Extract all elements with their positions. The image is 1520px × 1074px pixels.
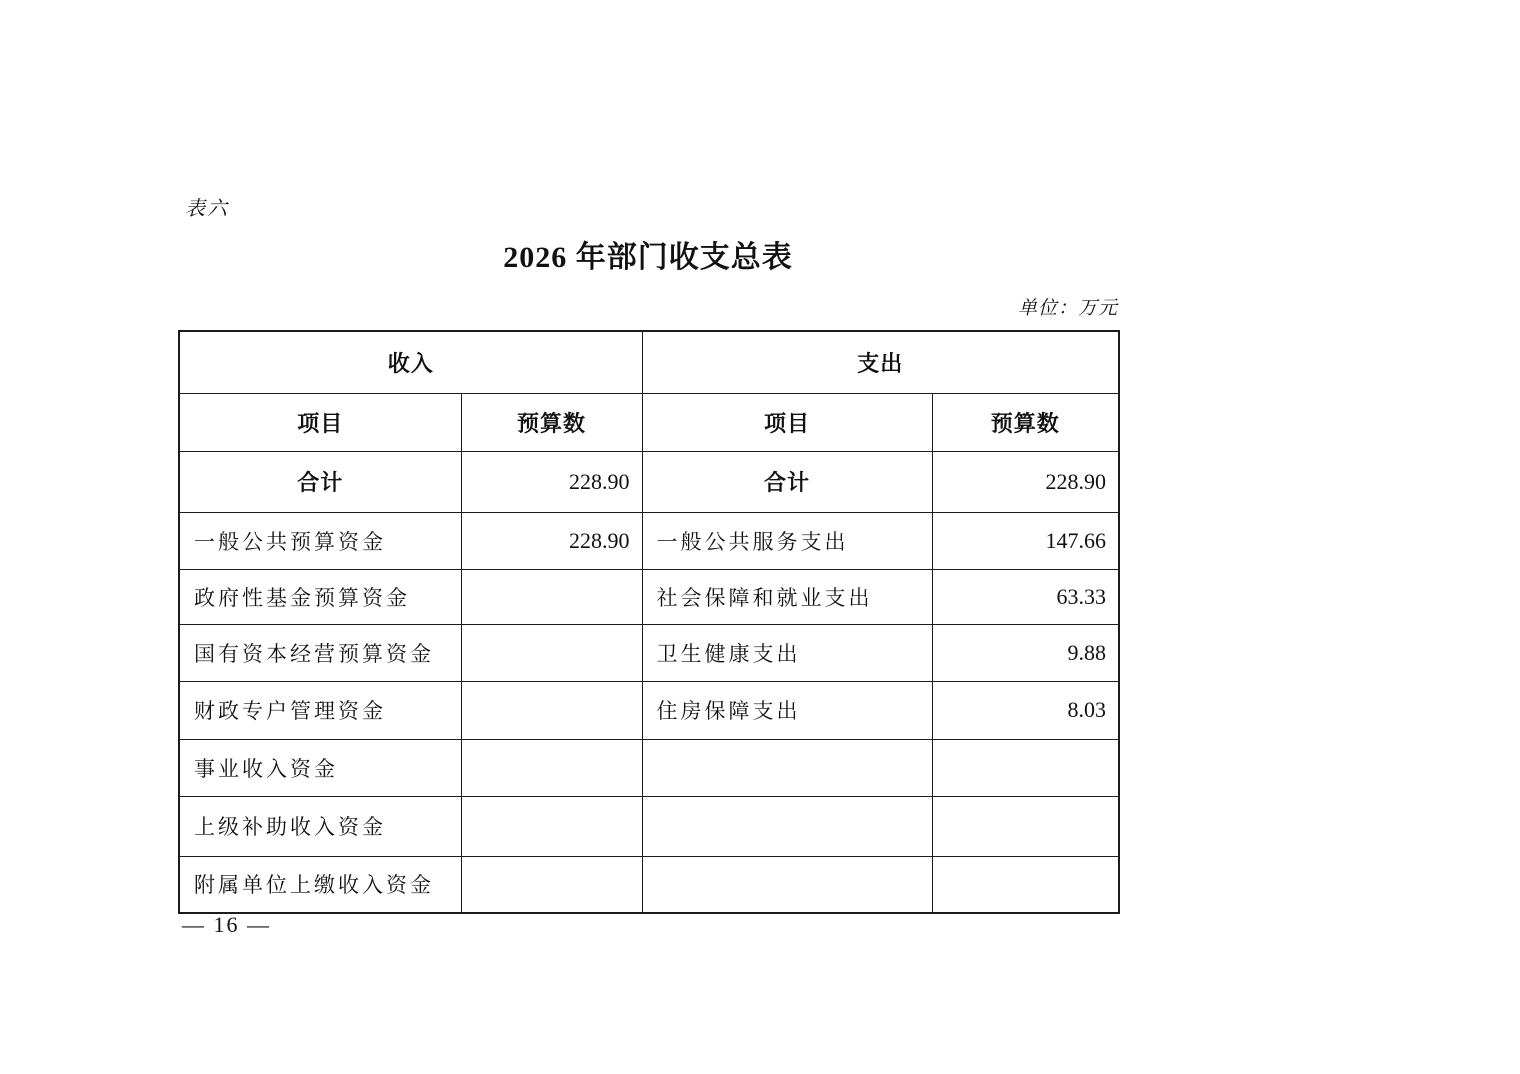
expense-budget-cell: [932, 796, 1119, 856]
expense-item-cell: 一般公共服务支出: [642, 512, 932, 569]
unit-note: 单位：万元: [1017, 298, 1118, 319]
income-budget-cell: 228.90: [461, 512, 642, 569]
income-budget-cell: [461, 624, 642, 681]
section-header-row: [179, 331, 1119, 393]
expense-budget-cell: 147.66: [932, 512, 1119, 569]
section-header-income: 收入: [179, 331, 642, 393]
income-item-cell: 一般公共预算资金: [179, 512, 461, 569]
expense-item-cell: 卫生健康支出: [642, 624, 932, 681]
income-item-cell: 合计: [179, 451, 461, 512]
budget-table: [178, 330, 1120, 914]
expense-budget-cell: 9.88: [932, 624, 1119, 681]
section-header-expense: 支出: [642, 331, 1119, 393]
table-row: [179, 856, 1119, 913]
expense-item-cell: [642, 739, 932, 796]
table-row: [179, 796, 1119, 856]
table-label: 表六: [185, 198, 229, 220]
expense-item-cell: [642, 856, 932, 913]
income-budget-cell: [461, 739, 642, 796]
expense-item-cell: 社会保障和就业支出: [642, 569, 932, 624]
page-number: — 16 —: [182, 912, 271, 937]
column-header-income-item: 项目: [179, 393, 461, 451]
expense-budget-cell: 63.33: [932, 569, 1119, 624]
table-row-total: [179, 451, 1119, 512]
expense-item-cell: 住房保障支出: [642, 681, 932, 739]
expense-item-cell: 合计: [642, 451, 932, 512]
income-budget-cell: [461, 856, 642, 913]
income-budget-cell: [461, 569, 642, 624]
expense-budget-cell: 228.90: [932, 451, 1119, 512]
income-item-cell: 财政专户管理资金: [179, 681, 461, 739]
table-row: [179, 569, 1119, 624]
expense-budget-cell: [932, 739, 1119, 796]
table-row: [179, 512, 1119, 569]
column-header-income-budget: 预算数: [461, 393, 642, 451]
income-item-cell: 政府性基金预算资金: [179, 569, 461, 624]
page-title: 2026 年部门收支总表: [503, 241, 793, 274]
table-row: [179, 739, 1119, 796]
income-item-cell: 事业收入资金: [179, 739, 461, 796]
table-row: [179, 681, 1119, 739]
income-item-cell: 上级补助收入资金: [179, 796, 461, 856]
income-budget-cell: 228.90: [461, 451, 642, 512]
column-header-row: [179, 393, 1119, 451]
income-budget-cell: [461, 796, 642, 856]
income-item-cell: 附属单位上缴收入资金: [179, 856, 461, 913]
income-budget-cell: [461, 681, 642, 739]
expense-item-cell: [642, 796, 932, 856]
column-header-expense-item: 项目: [642, 393, 932, 451]
expense-budget-cell: 8.03: [932, 681, 1119, 739]
expense-budget-cell: [932, 856, 1119, 913]
column-header-expense-budget: 预算数: [932, 393, 1119, 451]
income-item-cell: 国有资本经营预算资金: [179, 624, 461, 681]
table-row: [179, 624, 1119, 681]
